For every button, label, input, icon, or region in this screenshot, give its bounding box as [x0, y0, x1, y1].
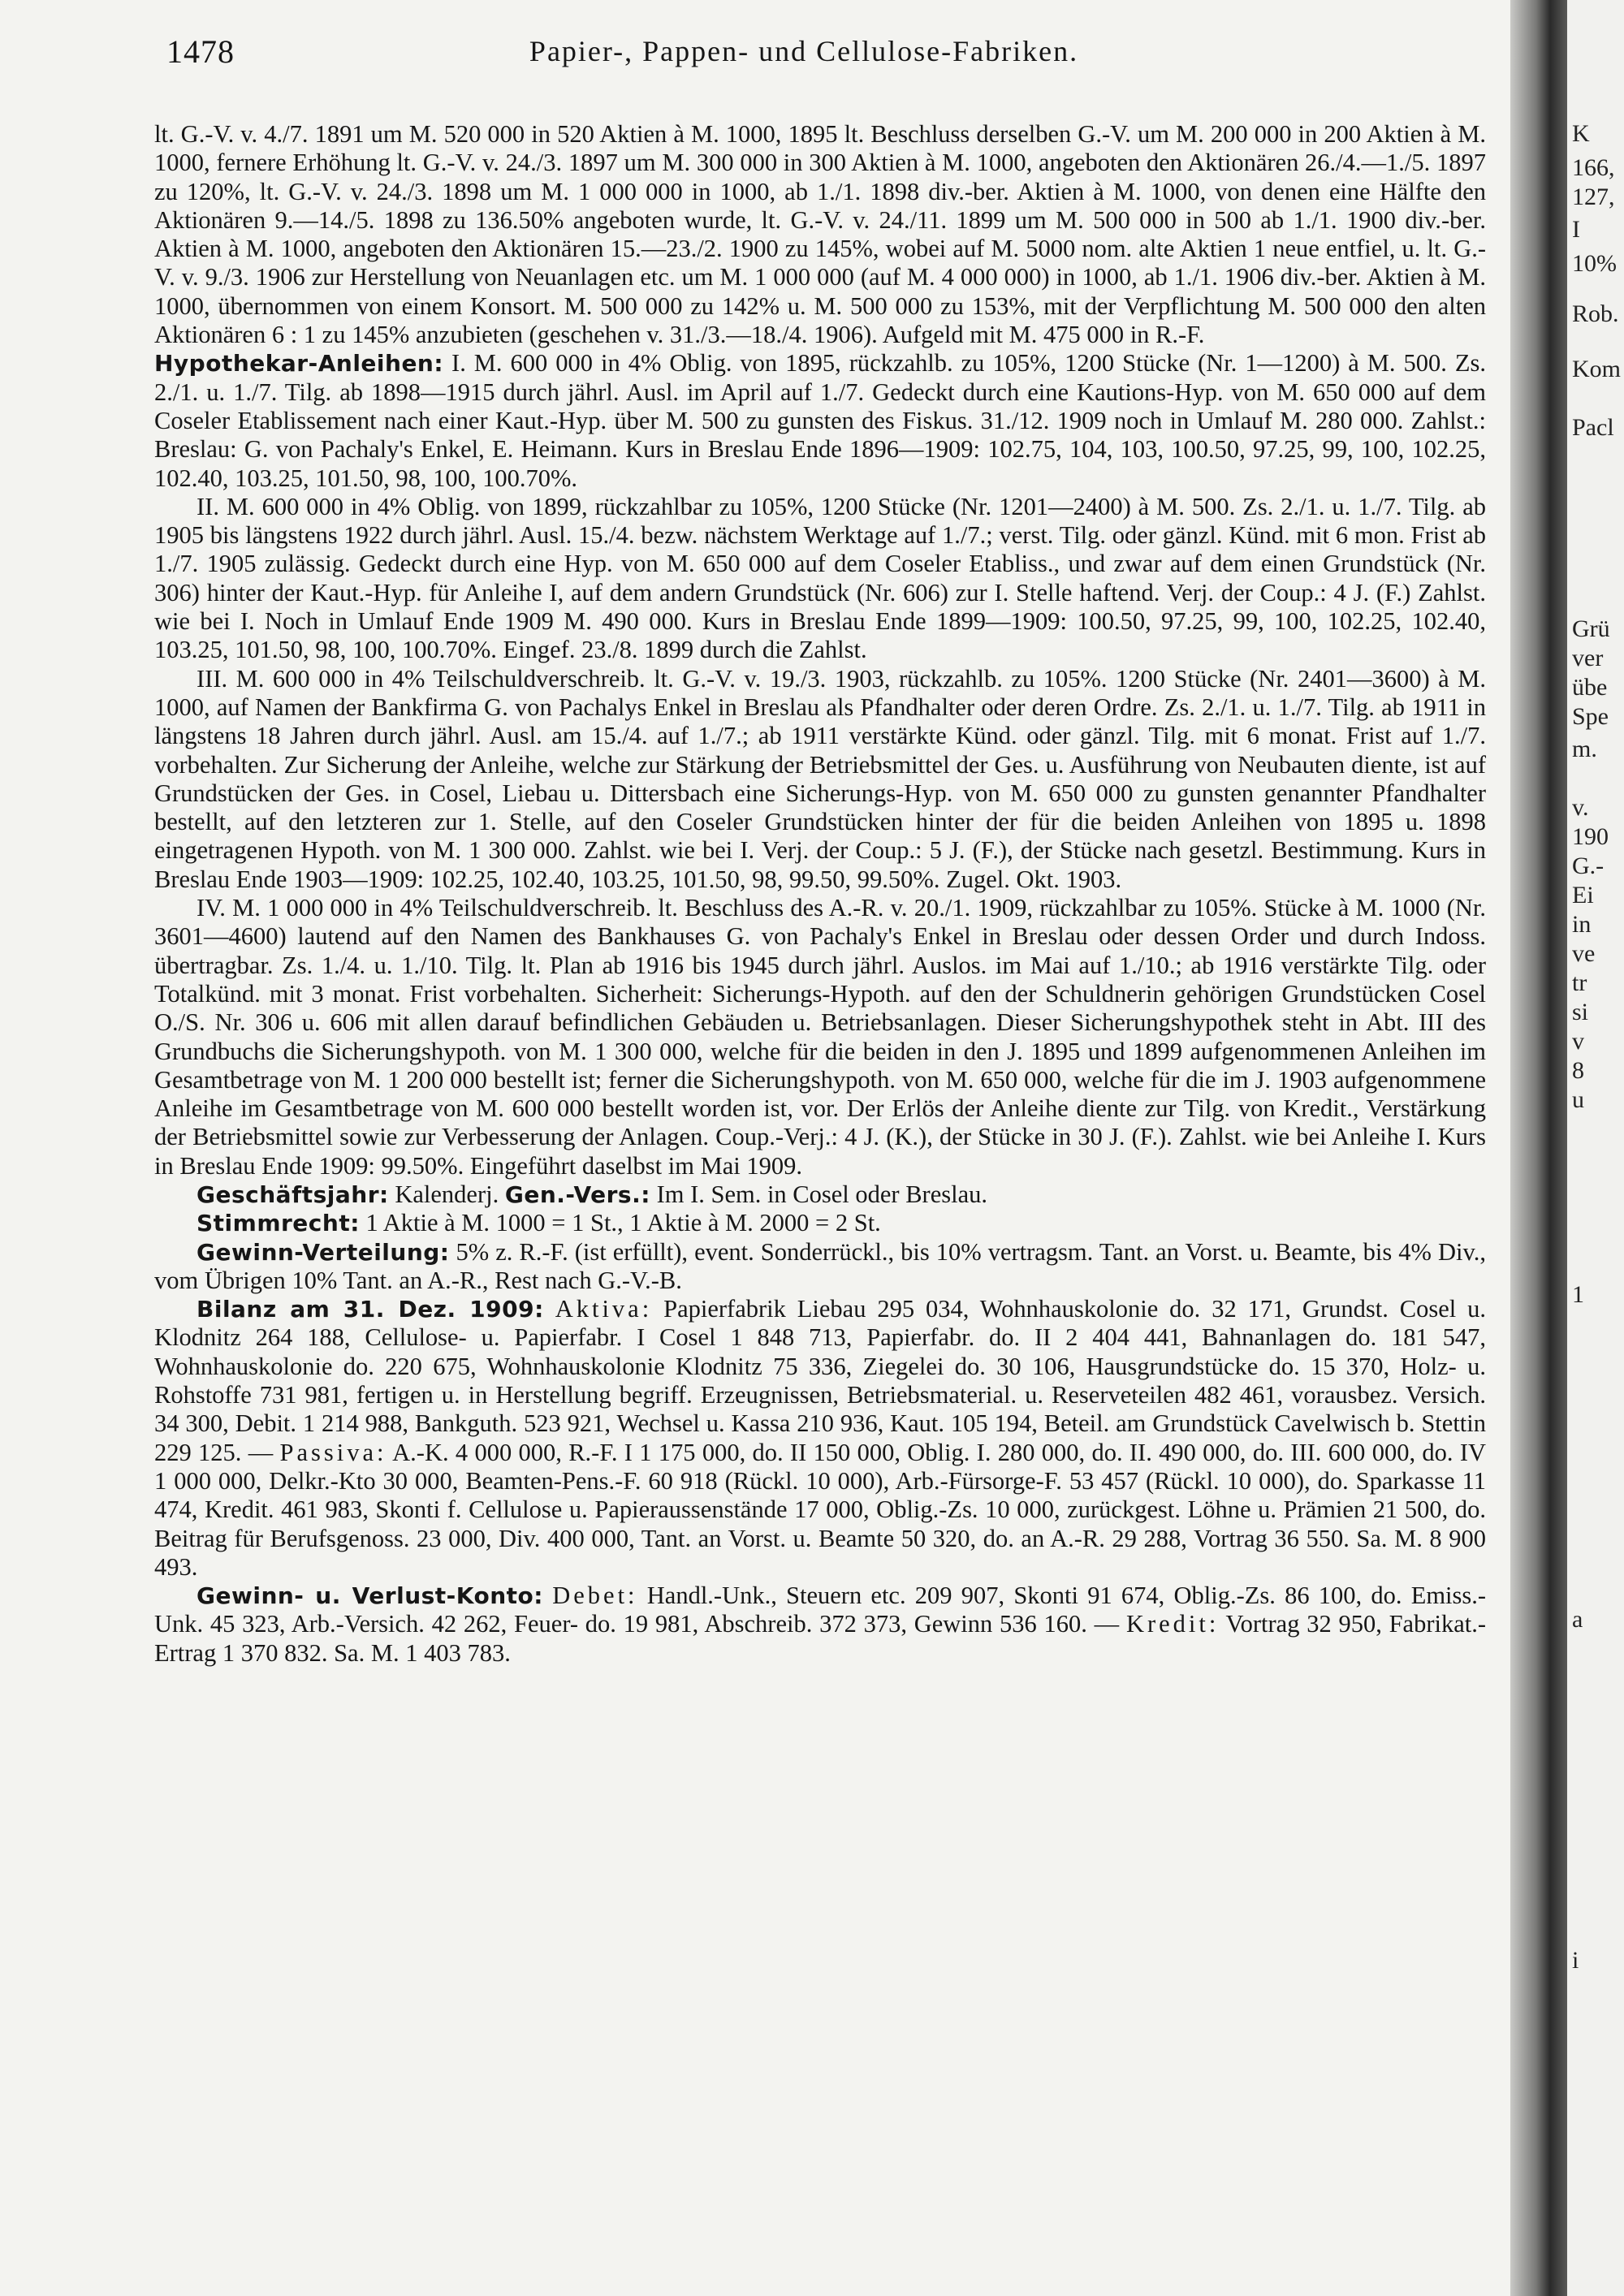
passiva-text: A.-K. 4 000 000, R.-F. I 1 175 000, do. II 150 000, Oblig. I. 280 000, do. II. 490 000, do. III. 600 000, do. IV 1 000 000, Delkr.-Kto 30 000, Beamten-Pens.-F. 60 918 (Rückl. 10 000), Arb.-Fürsorge-F. 53 457 (Rückl. 10 000), do. Sparkasse 11 474, Kredit. 461 983, Skonti f. Cellulose u. Papieraussenstände 17 000, Oblig.-Zs. 10 000, zurückgest. Löhne u. Prämien 21 500, do. Beitrag für Berufsgenoss. 23 000, Div. 400 000, Tant. an Vorst. u. Beamte 50 320, do. an A.-R. 29 288, Vortrag 36 550. Sa. M. 8 900 493.: [154, 1438, 1487, 1581]
next-page-fragment: i: [1572, 1947, 1579, 1974]
next-page-fragment: 127,: [1572, 183, 1615, 210]
running-title: Papier-, Pappen- und Cellulose-Fabriken.: [529, 35, 1079, 67]
next-page-fragment: v.: [1572, 794, 1589, 821]
next-page-fragment: G.-: [1572, 852, 1605, 879]
next-page-fragment: a: [1572, 1606, 1583, 1633]
anleihe-ii-paragraph: II. M. 600 000 in 4% Oblig. von 1899, rückzahlbar zu 105%, 1200 Stücke (Nr. 1201—2400) à M. 500. Zs. 2./1. u. 1./7. Tilg. ab 1905 bis längstens 1922 durch jährl. Ausl. 15./4. bezw. nächstem Werktage auf 1./7.; verst. Tilg. oder gänzl. Künd. mit 6 mon. Frist ab 1./7. 1905 zulässig. Gedeckt durch eine Hyp. von M. 650 000 auf dem Coseler Etabliss., und zwar auf dem einen Grundstück (Nr. 306) hinter der Kaut.-Hyp. für Anleihe I, auf dem andern Grundstück (Nr. 606) zur I. Stelle haftend. Verj. der Coup.: 4 J. (F.) Zahlst. wie bei I. Noch in Umlauf Ende 1909 M. 490 000. Kurs in Breslau Ende 1899—1909: 100.50, 97.25, 99, 100, 102.25, 102.40, 103.25, 101.50, 98, 100, 100.70%. Eingef. 23./8. 1899 durch die Zahlst.: [154, 492, 1486, 664]
next-page-fragment: Rob.: [1572, 300, 1619, 327]
debet-text: Handl.-Unk., Steuern etc. 209 907, Skonti 91 674, Oblig.-Zs. 86 100, do. Emiss.-Unk. 45 323, Arb.-Versich. 42 262, Feuer- do. 19 981, Abschreib. 372 373, Gewinn 536 160. —: [154, 1582, 1487, 1638]
next-page-fragment: 190: [1572, 823, 1609, 850]
kredit-label: Kredit:: [1125, 1610, 1220, 1638]
stimmrecht-text: 1 Aktie à M. 1000 = 1 St., 1 Aktie à M. 2000 = 2 St.: [365, 1209, 881, 1237]
aktiva-label: Aktiva:: [555, 1295, 653, 1323]
next-page-fragment: Kom: [1572, 356, 1621, 382]
anleihe-iv-paragraph: IV. M. 1 000 000 in 4% Teilschuldverschreib. lt. Beschluss des A.-R. v. 20./1. 1909, rückzahlbar zu 105%. Stücke à M. 1000 (Nr. 3601—4600) lautend auf den Namen des Bankhauses G. von Pachaly's Enkel in Breslau oder dessen Order und durch Indoss. übertragbar. Zs. 1./4. u. 1./10. Tilg. lt. Plan ab 1916 bis 1945 durch jährl. Auslos. im Mai auf 1./10.; ab 1916 verstärkte Tilg. oder Totalkünd. mit 3 monat. Frist vorbehalten. Sicherheit: Sicherungs-Hypoth. auf den der Schuldnerin gehörigen Grundstücken Cosel O./S. Nr. 306 u. 606 mit allen darauf befindlichen Gebäuden u. Betriebsanlagen. Dieser Sicherungshypothek steht in Abt. III des Grundbuchs die Sicherungshypoth. von M. 1 300 000, welche für die beiden in den J. 1895 und 1899 aufgenommenen Anleihen im Gesamtbetrage von M. 1 200 000 bestellt ist; ferner die Sicherungshypoth. von M. 650 000, welche für die im J. 1903 aufgenommene Anleihe im Gesamtbetrage von M. 600 000 bestellt worden ist, vor. Der Erlös der Anleihe diente zur Tilg. von Kredit., Verstärkung der Betriebsmittel sowie zur Verbesserung der Anlagen. Coup.-Verj.: 4 J. (K.), der Stücke in 30 J. (F.). Zahlst. wie bei Anleihe I. Kurs in Breslau Ende 1909: 99.50%. Eingeführt daselbst im Mai 1909.: [154, 894, 1486, 1180]
next-page-fragment: in: [1572, 911, 1592, 938]
geschaeftsjahr-label: Geschäftsjahr:: [197, 1180, 389, 1208]
hypothekar-label: Hypothekar-Anleihen:: [154, 350, 444, 378]
aktiva-text: Papierfabrik Liebau 295 034, Wohnhauskolonie do. 32 171, Grundst. Cosel u. Klodnitz 264 188, Cellulose- u. Papierfabr. I Cosel 1 848 713, Papierfabr. do. II 2 404 441, Bahnanlagen do. 181 547, Wohnhauskolonie do. 220 675, Wohnhauskolonie Klodnitz 75 336, Ziegelei do. 30 106, Hausgrundstücke do. 15 370, Holz- u. Rohstoffe 731 981, fertigen u. in Herstellung begriff. Erzeugnissen, Betriebsmaterial. u. Reserveteilen 482 461, vorausbez. Versich. 34 300, Debit. 1 214 988, Bankguth. 523 921, Wechsel u. Kassa 210 936, Kaut. 105 194, Beteil. am Grundstück Cavelwisch b. Stettin 229 125. —: [154, 1295, 1487, 1466]
gewinn-verteilung-text: 5% z. R.-F. (ist erfüllt), event. Sonderrückl., bis 10% vertragsm. Tant. an Vorst. u. Beamte, bis 4% Div., vom Übrigen 10% Tant. an A.-R., Rest nach G.-V.-B.: [154, 1237, 1486, 1294]
next-page-fragment: I: [1572, 216, 1580, 243]
next-page-fragment: Pacl: [1572, 414, 1614, 441]
next-page-fragment: Spe: [1572, 703, 1609, 730]
next-page-fragment: v: [1572, 1028, 1584, 1055]
next-page-fragment: ve: [1572, 940, 1596, 967]
gewinn-verteilung-paragraph: [154, 1238, 1486, 1296]
hypothekar-text: I. M. 600 000 in 4% Oblig. von 1895, rückzahlb. zu 105%, 1200 Stücke (Nr. 1—1200) à M. 500. Zs. 2./1. u. 1./7. Tilg. ab 1898—1915 durch jährl. Ausl. im April auf 1./7. Gedeckt durch eine Kautions-Hyp. von M. 650 000 auf dem Coseler Etablissement nach einer Kaut.-Hyp. über M. 500 zu gunsten des Fiskus. 31./12. 1909 noch in Umlauf M. 280 000. Zahlst.: Breslau: G. von Pachaly's Enkel, E. Heimann. Kurs in Breslau Ende 1896—1909: 102.75, 104, 103, 100.50, 97.25, 99, 100, 102.25, 102.40, 103.25, 101.50, 98, 100, 100.70%.: [154, 349, 1486, 492]
geschaeftsjahr-text: Kalenderj.: [395, 1180, 499, 1208]
next-page-fragment: ver: [1572, 645, 1604, 671]
gewinn-verteilung-label: Gewinn-Verteilung:: [197, 1238, 450, 1266]
page-number: 1478: [166, 33, 235, 70]
next-page-fragment: K: [1572, 120, 1590, 147]
bilanz-paragraph: [154, 1295, 1486, 1582]
body-text: [154, 120, 1486, 1668]
next-page-fragment: tr: [1572, 969, 1587, 996]
debet-label: Debet:: [552, 1582, 638, 1610]
kredit-text: Vortrag 32 950, Fabrikat.-Ertrag 1 370 832. Sa. M. 1 403 783.: [154, 1610, 1487, 1667]
passiva-label: Passiva:: [279, 1438, 387, 1466]
hypothekar-anleihen-paragraph: [154, 349, 1486, 492]
next-page-fragment: 8: [1572, 1057, 1584, 1084]
gen-vers-text: Im I. Sem. in Cosel oder Breslau.: [656, 1180, 988, 1208]
geschaeftsjahr-paragraph: [154, 1180, 1486, 1209]
stimmrecht-label: Stimmrecht:: [197, 1210, 360, 1237]
page-header: [0, 32, 1510, 81]
next-page-fragment: 10%: [1572, 250, 1617, 277]
next-page-fragment: Ei: [1572, 882, 1594, 908]
bilanz-label: Bilanz am 31. Dez. 1909:: [197, 1296, 544, 1323]
anleihe-iii-paragraph: III. M. 600 000 in 4% Teilschuldverschreib. lt. G.-V. v. 19./3. 1903, rückzahlb. zu 105%. 1200 Stücke (Nr. 2401—3600) à M. 1000, auf Namen der Bankfirma G. von Pachalys Enkel in Breslau als Pfandhalter oder deren Ordre. Zs. 2./1. u. 1./7. Tilg. ab 1911 in längstens 18 Jahren durch jährl. Ausl. am 15./4. auf 1./7.; ab 1911 verstärkte Künd. oder gänzl. Tilg. mit 6 monat. Frist auf 1./7. vorbehalten. Zur Sicherung der Anleihe, welche zur Stärkung der Betriebsmittel der Ges. u. Ausführung von Neubauten diente, ist auf Grundstücken der Ges. in Cosel, Liebau u. Dittersbach eine Sicherungs-Hyp. von M. 650 000 zu gunsten genannter Pfandhalter bestellt, auf den letzteren zur 1. Stelle, auf den Coseler Grundstücken hinter der für die beiden Anleihen von 1895 u. 1898 eingetragenen Hypoth. von M. 1 300 000. Zahlst. wie bei I. Verj. der Coup.: 5 J. (F.), der Stücke nach gesetzl. Bestimmung. Kurs in Breslau Ende 1903—1909: 102.25, 102.40, 103.25, 101.50, 98, 99.50, 99.50%. Zugel. Okt. 1903.: [154, 664, 1486, 893]
next-page-fragment: m.: [1572, 736, 1597, 762]
next-page-fragment: 166,: [1572, 154, 1615, 181]
next-page-fragment: Grü: [1572, 615, 1610, 642]
gen-vers-label: Gen.-Vers.:: [504, 1180, 650, 1208]
stimmrecht-paragraph: [154, 1209, 1486, 1237]
next-page-fragment: u: [1572, 1086, 1584, 1113]
next-page-fragment: übe: [1572, 674, 1608, 701]
gewinn-verlust-paragraph: [154, 1582, 1486, 1668]
next-page-fragment: 1: [1572, 1281, 1584, 1308]
capital-history-paragraph: lt. G.-V. v. 4./7. 1891 um M. 520 000 in 520 Aktien à M. 1000, 1895 lt. Beschluss derselben G.-V. um M. 200 000 in 200 Aktien à M. 1000, fernere Erhöhung lt. G.-V. v. 24./3. 1897 um M. 300 000 in 300 Aktien à M. 1000, angeboten den Aktionären 26./4.—1./5. 1897 zu 120%, lt. G.-V. v. 24./3. 1898 um M. 1 000 000 in 1000, ab 1./1. 1898 div.-ber. Aktien à M. 1000, von denen eine Hälfte den Aktionären 9.—14./5. 1898 zu 136.50% angeboten wurde, lt. G.-V. v. 24./11. 1899 um M. 500 000 in 500 ab 1./1. 1900 div.-ber. Aktien à M. 1000, angeboten den Aktionären 15.—23./2. 1900 zu 145%, wobei auf M. 5000 nom. alte Aktien 1 neue entfiel, u. lt. G.-V. v. 9./3. 1906 zur Herstellung von Neuanlagen etc. um M. 1 000 000 (auf M. 4 000 000) in 1000, ab 1./1. 1906 div.-ber. Aktien à M. 1000, übernommen von einem Konsort. M. 500 000 zu 142% u. M. 500 000 zu 153%, mit der Verpflichtung M. 500 000 den alten Aktionären 6 : 1 zu 145% anzubieten (geschehen v. 31./3.—18./4. 1906). Aufgeld mit M. 475 000 in R.-F.: [154, 120, 1486, 349]
next-page-fragment: si: [1572, 999, 1589, 1025]
book-gutter: [1510, 0, 1567, 2296]
next-page-edge: [1567, 0, 1624, 2296]
gewinn-verlust-label: Gewinn- u. Verlust-Konto:: [197, 1582, 543, 1610]
